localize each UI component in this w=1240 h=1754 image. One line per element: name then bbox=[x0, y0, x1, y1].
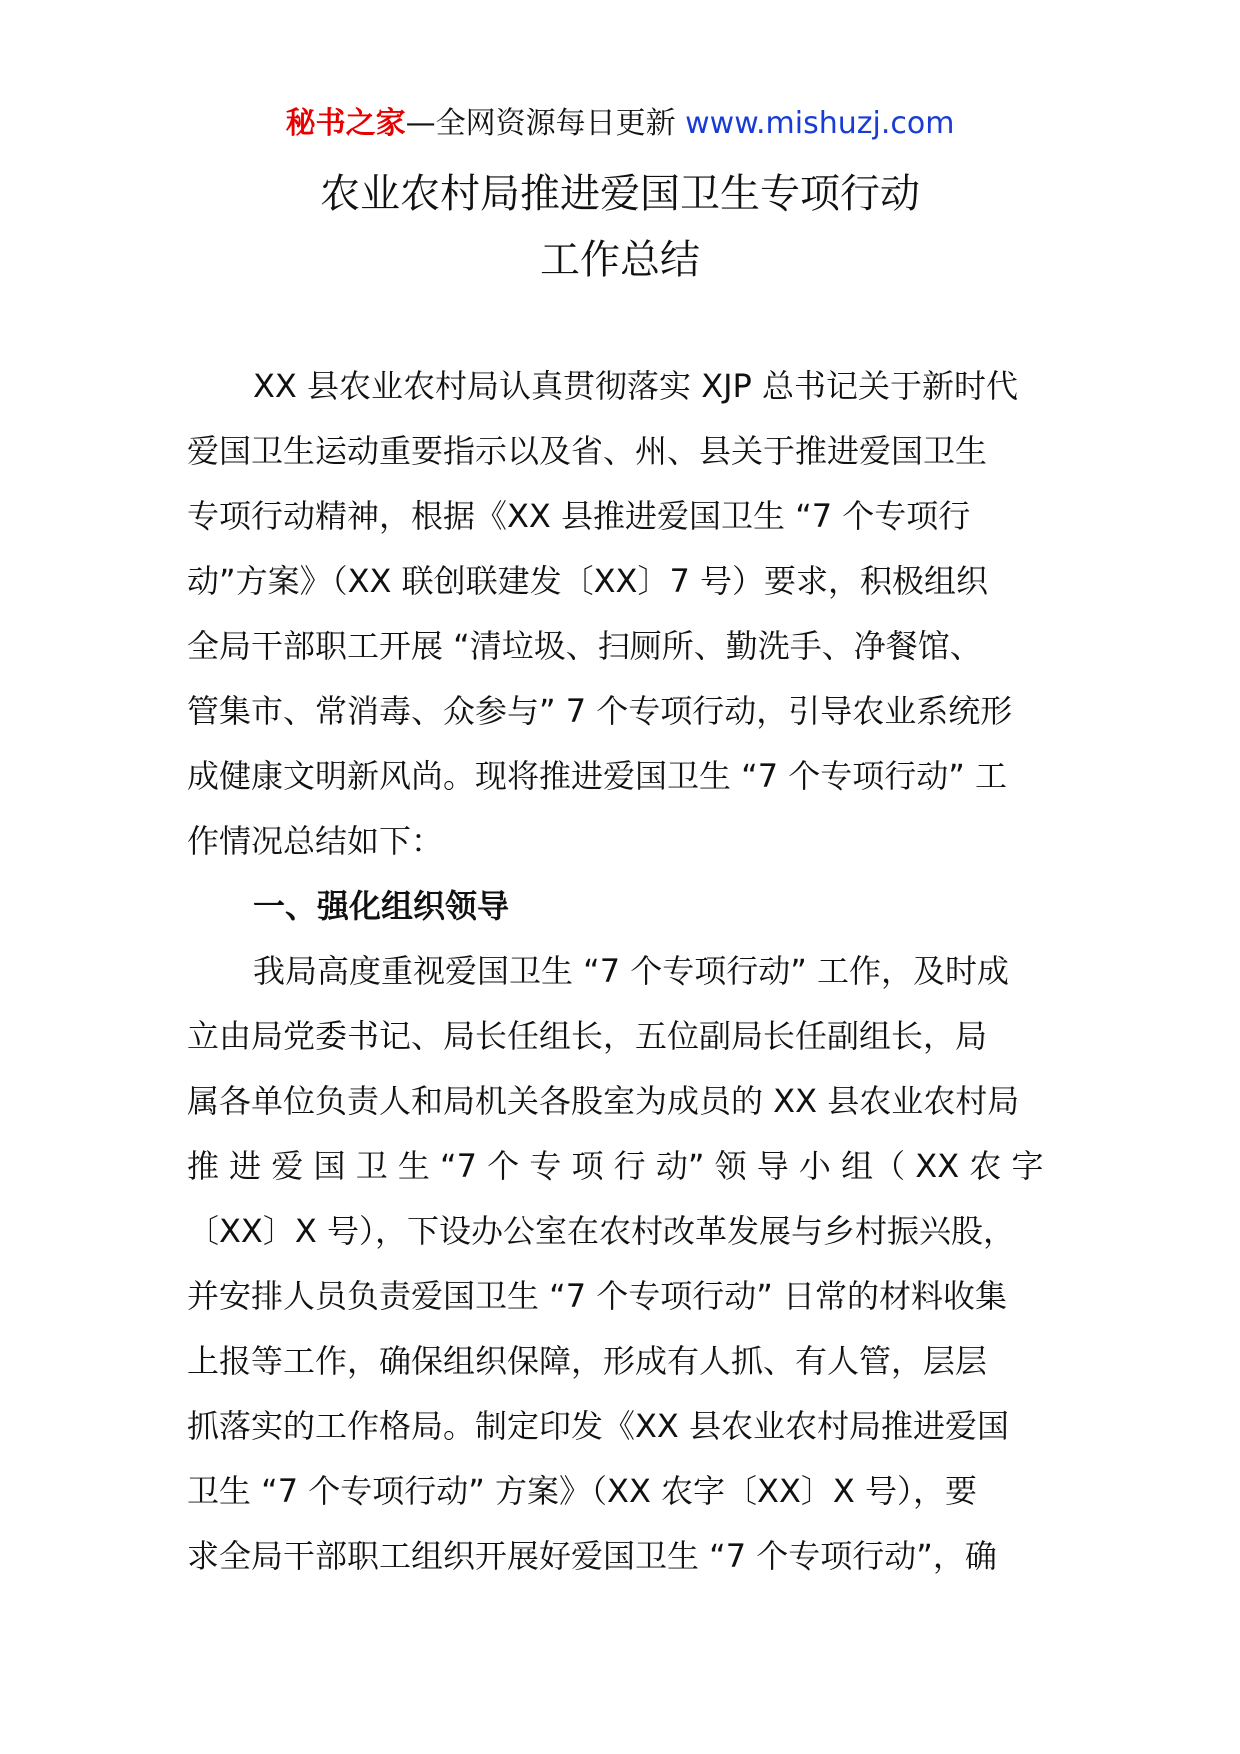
watermark-brand: 秘书之家 bbox=[285, 106, 406, 141]
paragraph-2-line: 并安排人员负责爱国卫生 “7 个专项行动” 日常的材料收集 bbox=[187, 1277, 1008, 1315]
watermark-slogan: —全网资源每日更新 bbox=[405, 106, 686, 141]
section-heading-1: 一、强化组织领导 bbox=[253, 887, 510, 925]
watermark-url[interactable]: www.mishuzj.com bbox=[685, 106, 955, 141]
document-title-line-1: 农业农村局推进爱国卫生专项行动 bbox=[320, 171, 920, 217]
paragraph-2-line: 抓落实的工作格局。制定印发《XX 县农业农村局推进爱国 bbox=[187, 1407, 1010, 1445]
paragraph-1-line: 爱国卫生运动重要指示以及省、州、县关于推进爱国卫生 bbox=[187, 432, 988, 470]
paragraph-1-line: 成健康文明新风尚。现将推进爱国卫生 “7 个专项行动” 工 bbox=[187, 757, 1008, 795]
paragraph-1-line: 专项行动精神，根据《XX 县推进爱国卫生 “7 个专项行 bbox=[187, 497, 971, 535]
watermark-banner bbox=[0, 102, 1240, 146]
document-title-line-2: 工作总结 bbox=[540, 237, 700, 283]
document-body bbox=[187, 354, 1049, 1589]
paragraph-2-line: 我局高度重视爱国卫生 “7 个专项行动” 工作，及时成 bbox=[253, 952, 1010, 990]
paragraph-2-line: 立由局党委书记、局长任组长，五位副局长任副组长，局 bbox=[187, 1017, 988, 1055]
paragraph-1-line: XX 县农业农村局认真贯彻落实 XJP 总书记关于新时代 bbox=[253, 367, 1019, 405]
paragraph-2-line: 推 进 爱 国 卫 生 “7 个 专 项 行 动” 领 导 小 组（ XX 农 字 bbox=[187, 1147, 1044, 1185]
paragraph-2-line: 属各单位负责人和局机关各股室为成员的 XX 县农业农村局 bbox=[187, 1082, 1020, 1120]
paragraph-2-line: 求全局干部职工组织开展好爱国卫生 “7 个专项行动”，确 bbox=[187, 1537, 997, 1575]
paragraph-1-line: 作情况总结如下： bbox=[187, 822, 444, 860]
paragraph-2-line: 卫生 “7 个专项行动” 方案》（XX 农字〔XX〕X 号），要 bbox=[187, 1472, 977, 1510]
paragraph-1-line: 管集市、常消毒、众参与” 7 个专项行动，引导农业系统形 bbox=[187, 692, 1013, 730]
paragraph-1-line: 动”方案》（XX 联创联建发〔XX〕7 号）要求，积极组织 bbox=[187, 562, 988, 600]
paragraph-2-line: 〔XX〕X 号），下设办公室在农村改革发展与乡村振兴股， bbox=[187, 1212, 1015, 1250]
paragraph-2-line: 上报等工作，确保组织保障，形成有人抓、有人管，层层 bbox=[187, 1342, 988, 1380]
paragraph-1-line: 全局干部职工开展 “清垃圾、扫厕所、勤洗手、净餐馆、 bbox=[187, 627, 982, 665]
